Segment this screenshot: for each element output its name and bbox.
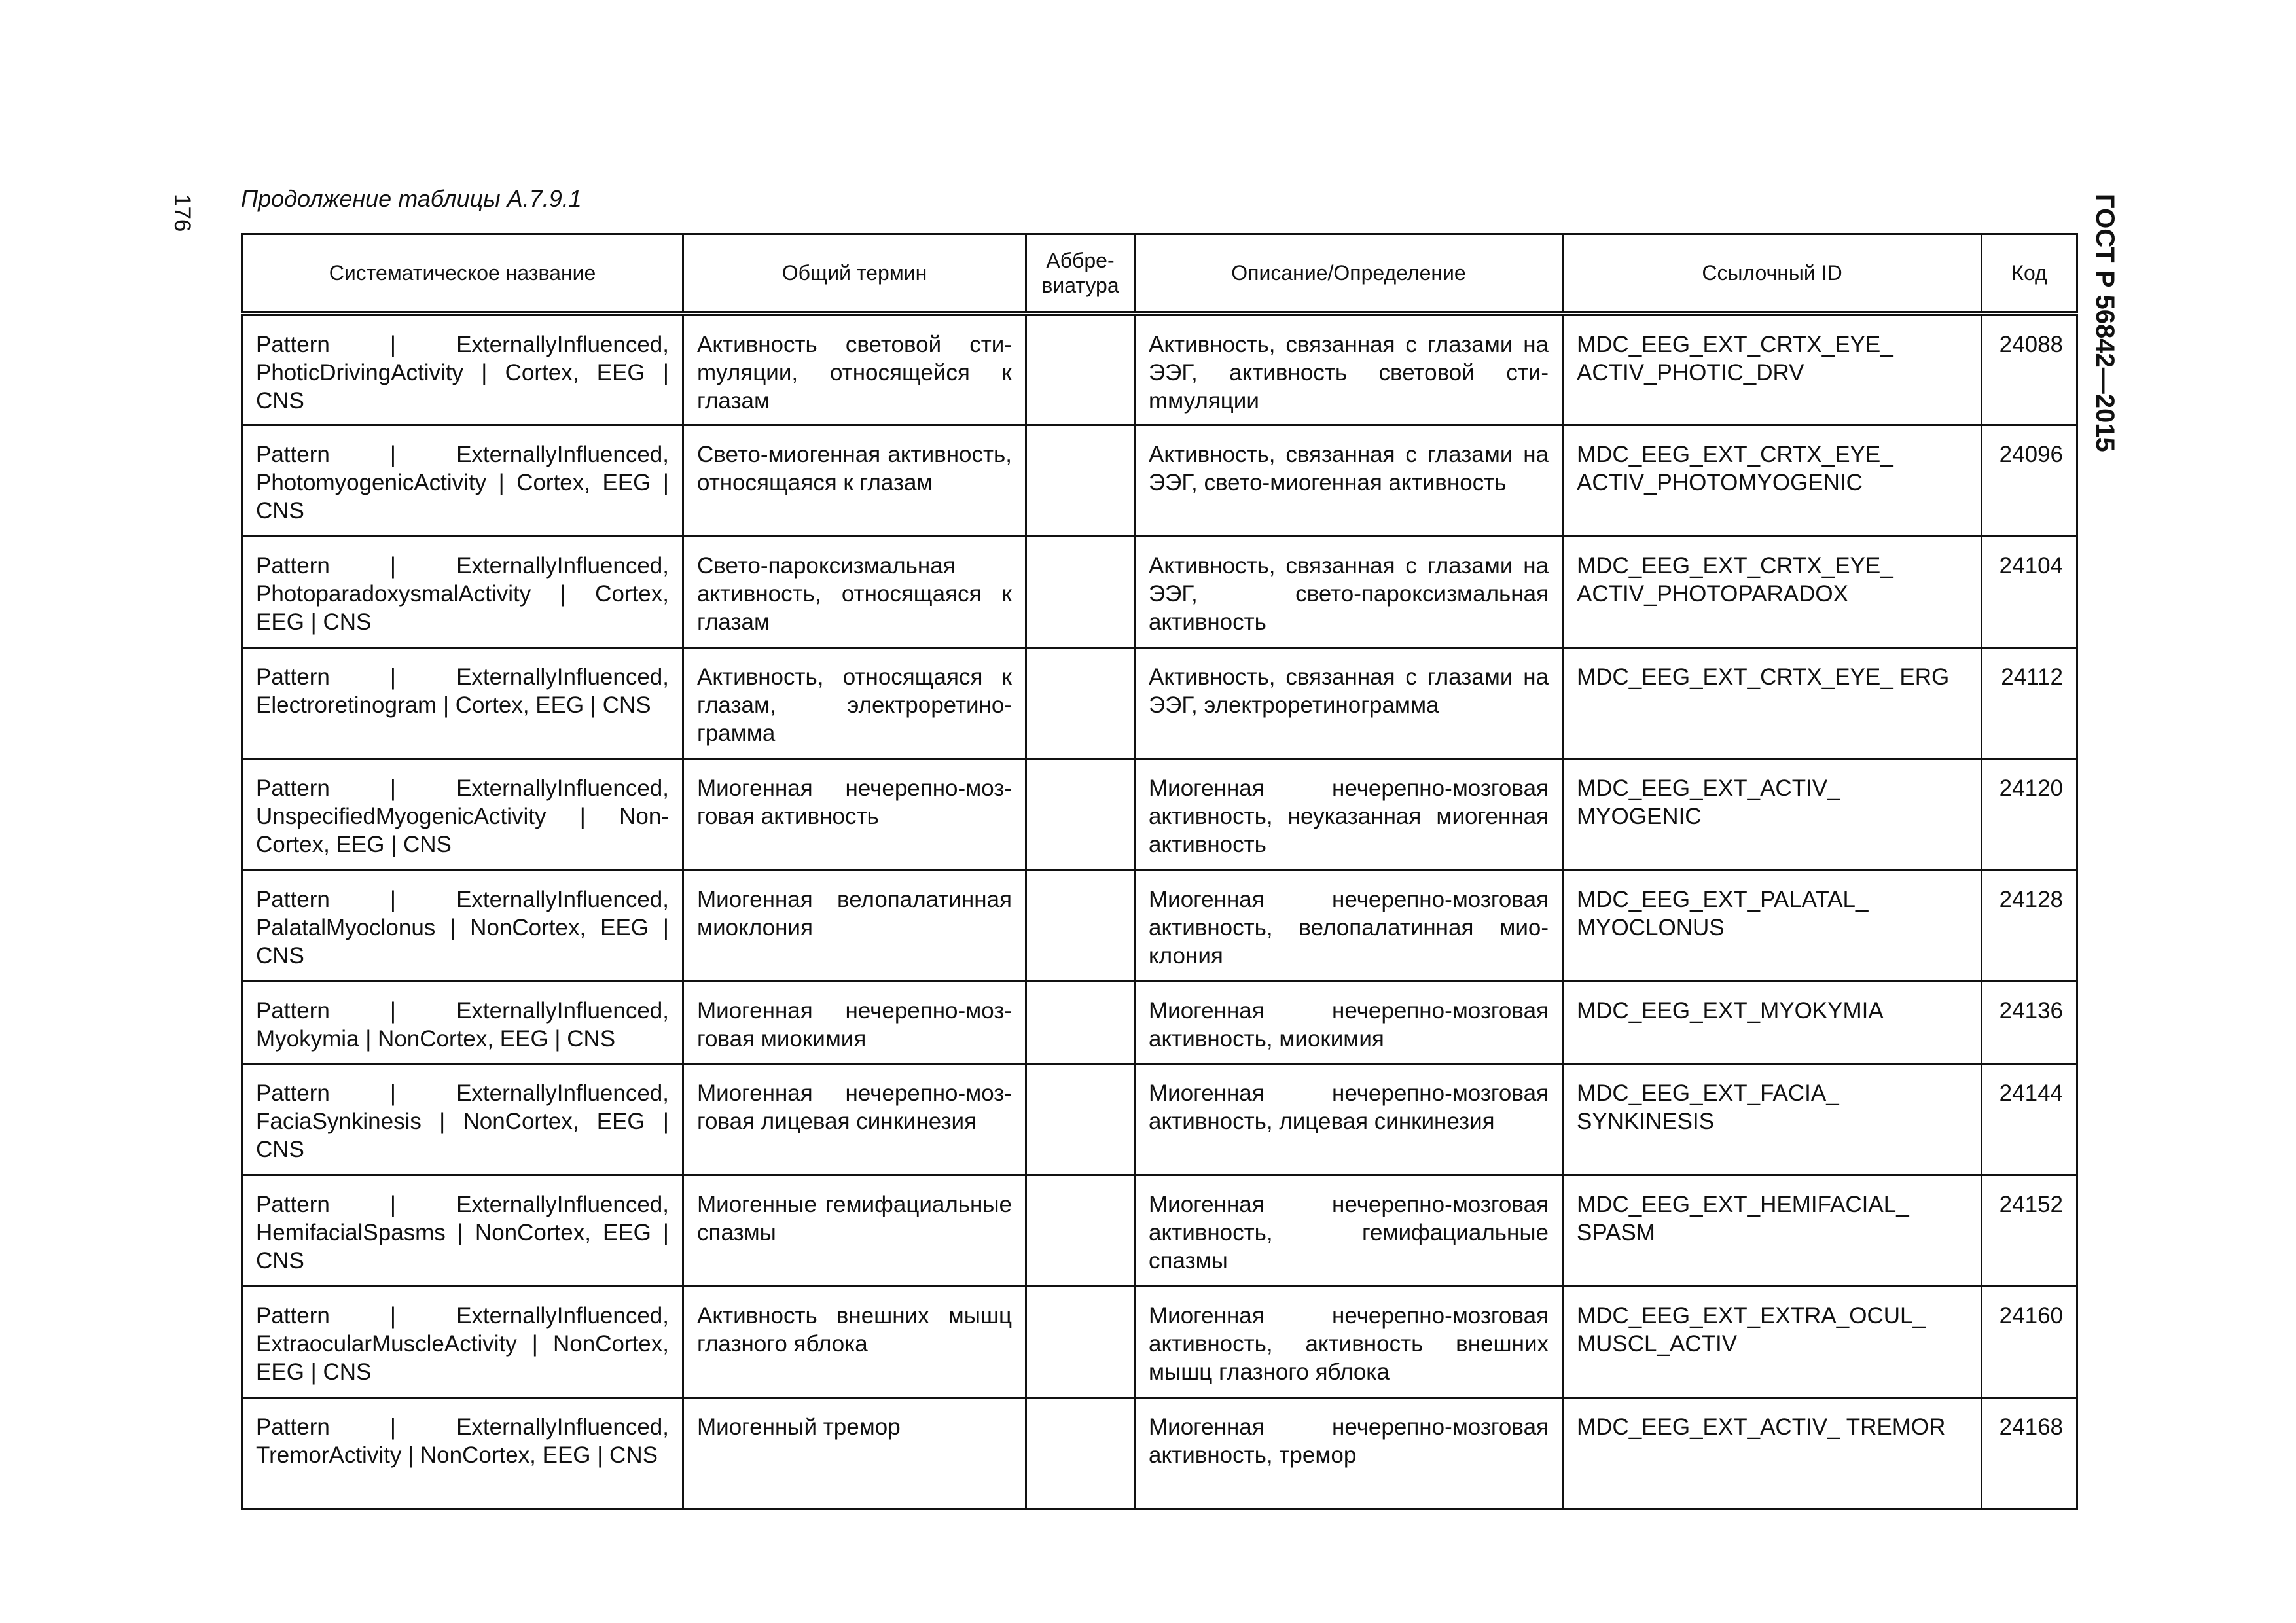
table-row [242, 536, 2077, 647]
cell-description: Миогенная нечерепно-мозговая активность, миокимия [1135, 981, 1563, 1063]
table-row [242, 313, 2077, 425]
cell-description: Миогенная нечерепно-мозговая активность, велопалатинная миоклония [1135, 870, 1563, 981]
cell-abbreviation [1026, 313, 1135, 425]
cell-reference-id: MDC_EEG_EXT_CRTX_EYE_ ACTIV_PHOTIC_DRV [1563, 313, 1982, 425]
cell-description: Миогенная нечерепно-мозговая активность, лицевая синкинезия [1135, 1063, 1563, 1175]
cell-systematic-name: Pattern | ExternallyInfluenced, PhotoparadoxysmalActivity | Cortex, EEG | CNS [242, 536, 683, 647]
cell-common-term: Свето-пароксизмальная активность, относящаяся к глазам [683, 536, 1026, 647]
cell-reference-id: MDC_EEG_EXT_MYOKYMIA [1563, 981, 1982, 1063]
cell-common-term: Активность внешних мышц глазного яблока [683, 1286, 1026, 1397]
cell-code: 24144 [1982, 1063, 2077, 1175]
cell-systematic-name: Pattern | ExternallyInfluenced, ExtraocularMuscleActivity | NonCortex, EEG | CNS [242, 1286, 683, 1397]
cell-reference-id: MDC_EEG_EXT_EXTRA_OCUL_ MUSCL_ACTIV [1563, 1286, 1982, 1397]
cell-code: 24168 [1982, 1397, 2077, 1508]
cell-systematic-name: Pattern | ExternallyInfluenced, FaciaSynkinesis | NonCortex, EEG | CNS [242, 1063, 683, 1175]
cell-systematic-name: Pattern | ExternallyInfluenced, HemifacialSpasms | NonCortex, EEG | CNS [242, 1175, 683, 1286]
cell-common-term: Миогенная нечерепно-мозговая активность [683, 758, 1026, 870]
standard-id: ГОСТ Р 56842—2015 [2090, 194, 2119, 452]
cell-reference-id: MDC_EEG_EXT_FACIA_ SYNKINESIS [1563, 1063, 1982, 1175]
header-code: Код [1982, 234, 2077, 314]
cell-reference-id: MDC_EEG_EXT_HEMIFACIAL_ SPASM [1563, 1175, 1982, 1286]
table-row [242, 1286, 2077, 1397]
cell-code: 24136 [1982, 981, 2077, 1063]
cell-abbreviation [1026, 758, 1135, 870]
cell-systematic-name: Pattern | ExternallyInfluenced, Myokymia | NonCortex, EEG | CNS [242, 981, 683, 1063]
cell-description: Миогенная нечерепно-мозговая активность, гемифациальные спазмы [1135, 1175, 1563, 1286]
cell-abbreviation [1026, 647, 1135, 758]
cell-reference-id: MDC_EEG_EXT_CRTX_EYE_ ACTIV_PHOTOMYOGENIC [1563, 425, 1982, 536]
cell-common-term: Активность, относящаяся к глазам, электроретинограмма [683, 647, 1026, 758]
table-caption: Продолжение таблицы А.7.9.1 [241, 185, 582, 212]
cell-code: 24152 [1982, 1175, 2077, 1286]
header-common-term: Общий термин [683, 234, 1026, 314]
cell-description: Активность, связанная с глазами на ЭЭГ, свето-миогенная активность [1135, 425, 1563, 536]
page-number: 176 [170, 194, 195, 232]
table-row [242, 647, 2077, 758]
cell-common-term: Миогенные гемифациальные спазмы [683, 1175, 1026, 1286]
cell-description: Миогенная нечерепно-мозговая активность, неуказанная миогенная активность [1135, 758, 1563, 870]
cell-systematic-name: Pattern | ExternallyInfluenced, UnspecifiedMyogenicActivity | Non-Cortex, EEG | CNS [242, 758, 683, 870]
cell-description: Активность, связанная с глазами на ЭЭГ, электроретинограмма [1135, 647, 1563, 758]
table-row [242, 1397, 2077, 1508]
cell-reference-id: MDC_EEG_EXT_CRTX_EYE_ ACTIV_PHOTOPARADOX [1563, 536, 1982, 647]
header-systematic-name: Систематическое название [242, 234, 683, 314]
cell-code: 24120 [1982, 758, 2077, 870]
cell-systematic-name: Pattern | ExternallyInfluenced, PalatalMyoclonus | NonCortex, EEG | CNS [242, 870, 683, 981]
cell-code: 24128 [1982, 870, 2077, 981]
cell-common-term: Миогенная велопалатинная миоклония [683, 870, 1026, 981]
cell-code: 24112 [1982, 647, 2077, 758]
cell-systematic-name: Pattern | ExternallyInfluenced, PhotomyogenicActivity | Cortex, EEG | CNS [242, 425, 683, 536]
cell-abbreviation [1026, 1175, 1135, 1286]
table-row [242, 870, 2077, 981]
cell-common-term: Свето-миогенная активность, относящаяся к глазам [683, 425, 1026, 536]
cell-description: Активность, связанная с глазами на ЭЭГ, свето-пароксизмальная активность [1135, 536, 1563, 647]
cell-reference-id: MDC_EEG_EXT_CRTX_EYE_ ERG [1563, 647, 1982, 758]
cell-systematic-name: Pattern | ExternallyInfluenced, Electroretinogram | Cortex, EEG | CNS [242, 647, 683, 758]
cell-description: Активность, связанная с глазами на ЭЭГ, активность световой стиmмуляции [1135, 313, 1563, 425]
cell-abbreviation [1026, 536, 1135, 647]
table-row [242, 425, 2077, 536]
cell-common-term: Активность световой стиmуляции, относящейся к глазам [683, 313, 1026, 425]
header-abbreviation: Аббре-виатура [1026, 234, 1135, 314]
cell-code: 24160 [1982, 1286, 2077, 1397]
cell-reference-id: MDC_EEG_EXT_ACTIV_ MYOGENIC [1563, 758, 1982, 870]
table-row [242, 1063, 2077, 1175]
cell-code: 24104 [1982, 536, 2077, 647]
term-table [241, 233, 2078, 1510]
cell-description: Миогенная нечерепно-мозговая активность, активность внешних мышц глазного яблока [1135, 1286, 1563, 1397]
table-header-row [242, 234, 2077, 314]
cell-abbreviation [1026, 1063, 1135, 1175]
cell-code: 24088 [1982, 313, 2077, 425]
header-reference-id: Ссылочный ID [1563, 234, 1982, 314]
cell-common-term: Миогенный тремор [683, 1397, 1026, 1508]
cell-abbreviation [1026, 981, 1135, 1063]
cell-abbreviation [1026, 1397, 1135, 1508]
header-description: Описание/Определение [1135, 234, 1563, 314]
cell-abbreviation [1026, 425, 1135, 536]
cell-abbreviation [1026, 870, 1135, 981]
cell-code: 24096 [1982, 425, 2077, 536]
cell-reference-id: MDC_EEG_EXT_ACTIV_ TREMOR [1563, 1397, 1982, 1508]
cell-reference-id: MDC_EEG_EXT_PALATAL_ MYOCLONUS [1563, 870, 1982, 981]
table-row [242, 758, 2077, 870]
cell-common-term: Миогенная нечерепно-мозговая миокимия [683, 981, 1026, 1063]
table-row [242, 981, 2077, 1063]
cell-common-term: Миогенная нечерепно-мозговая лицевая синкинезия [683, 1063, 1026, 1175]
cell-systematic-name: Pattern | ExternallyInfluenced, TremorActivity | NonCortex, EEG | CNS [242, 1397, 683, 1508]
cell-description: Миогенная нечерепно-мозговая активность, тремор [1135, 1397, 1563, 1508]
cell-abbreviation [1026, 1286, 1135, 1397]
table-row [242, 1175, 2077, 1286]
cell-systematic-name: Pattern | ExternallyInfluenced, PhoticDrivingActivity | Cortex, EEG | CNS [242, 313, 683, 425]
